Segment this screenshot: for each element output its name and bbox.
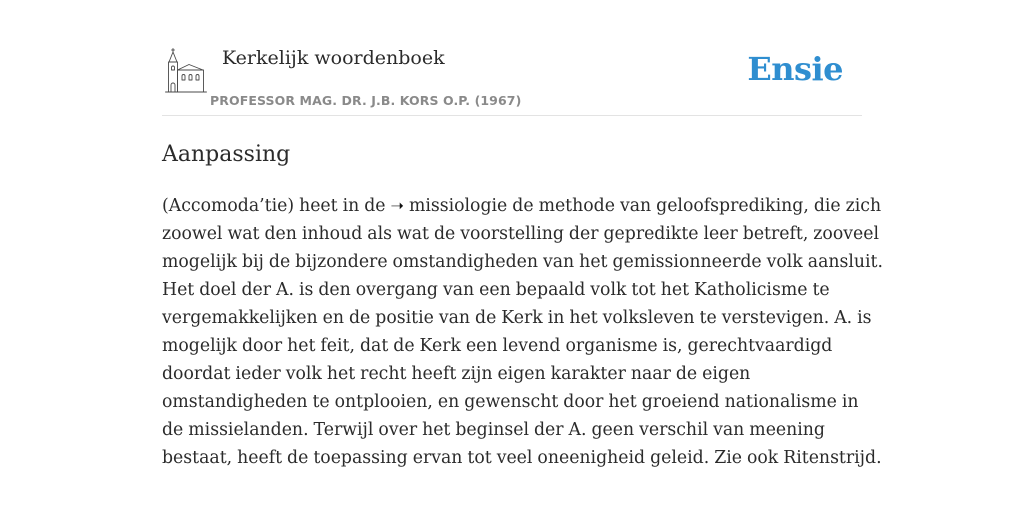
definition-line: omstandigheden te ontplooien, en gewenscht door het groeiend nationalisme in (162, 392, 859, 412)
definition-line: bestaat, heeft de toepassing ervan tot veel oneenigheid geleid. Zie ook Ritenstrijd. (162, 448, 882, 468)
ensie-logo[interactable]: Ensie (747, 50, 843, 88)
entry-title: Aanpassing (162, 142, 291, 167)
definition-line: doordat ieder volk het recht heeft zijn eigen karakter naar de eigen (162, 364, 751, 384)
church-icon (165, 48, 207, 94)
dictionary-title[interactable]: Kerkelijk woordenboek (222, 47, 445, 69)
page (162, 0, 883, 468)
definition-line: Het doel der A. is den overgang van een bepaald volk tot het Katholicisme te (162, 280, 830, 300)
definition-line: vergemakkelijken en de positie van de Kerk in het volksleven te verstevigen. A. is (162, 308, 872, 328)
dictionary-header (162, 0, 862, 116)
definition-line: de missielanden. Terwijl over het beginsel der A. geen verschil van meening (162, 420, 825, 440)
definition-line: mogelijk bij de bijzondere omstandigheden van het gemissionneerde volk aansluit. (162, 252, 883, 272)
dictionary-author: PROFESSOR MAG. DR. J.B. KORS O.P. (1967) (210, 93, 522, 108)
definition-line: zoowel wat den inhoud als wat de voorstelling der gepredikte leer betreft, zooveel (162, 224, 879, 244)
definition-line: mogelijk door het feit, dat de Kerk een levend organisme is, gerechtvaardigd (162, 336, 833, 356)
definition-line (162, 192, 882, 220)
definition-text: de methode van geloofsprediking, die zich (512, 196, 882, 216)
entry-definition (162, 192, 883, 472)
definition-text: (Accomoda’tie) heet in de (162, 196, 386, 216)
arrow-right-icon: ➝ (390, 196, 404, 215)
missiologie-link[interactable]: missiologie (408, 196, 508, 216)
